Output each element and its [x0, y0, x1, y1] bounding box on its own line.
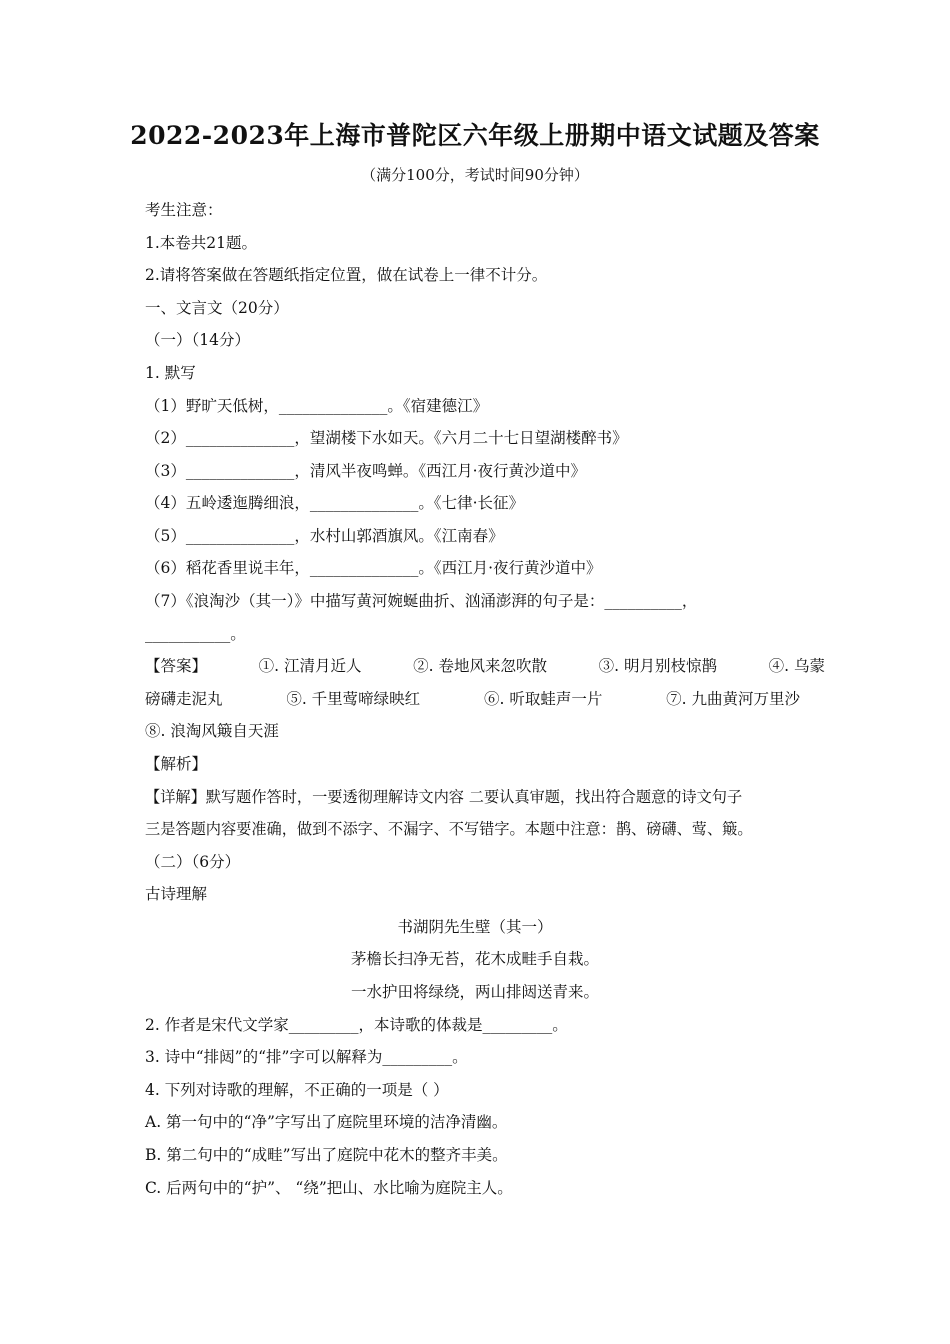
notice-item-1: 1.本卷共21题。 — [145, 234, 258, 252]
notice-heading: 考生注意： — [145, 201, 223, 219]
answer-label: 【答案】 — [145, 657, 208, 675]
analysis-label: 【解析】 — [145, 755, 208, 773]
answer-item: ⑦. 九曲黄河万里沙 — [666, 690, 800, 708]
option-a: A. 第一句中的“净”字写出了庭院里环境的洁净清幽。 — [145, 1113, 508, 1131]
dictation-line: （4）五岭逶迤腾细浪，______________。《七律·长征》 — [145, 494, 525, 512]
analysis-detail-2: 三是答题内容要准确，做到不添字、不漏字、不写错字。本题中注意：鹊、磅礴、莺、簸。 — [145, 820, 753, 838]
question-4: 4. 下列对诗歌的理解，不正确的一项是（ ） — [145, 1081, 449, 1099]
question-3: 3. 诗中“排闼”的“排”字可以解释为_________。 — [145, 1048, 468, 1066]
answer-item: ③. 明月别枝惊鹊 — [598, 657, 717, 675]
answer-item: ⑤. 千里莺啼绿映红 — [286, 690, 421, 708]
dictation-line: （1）野旷天低树，______________。《宿建德江》 — [145, 397, 489, 415]
poem-line-1: 茅檐长扫净无苔，花木成畦手自栽。 — [350, 950, 599, 968]
part-heading-1: （一）（14分） — [145, 331, 250, 349]
option-b: B. 第二句中的“成畦”写出了庭院中花木的整齐丰美。 — [145, 1146, 508, 1164]
answer-item: ⑥. 听取蛙声一片 — [483, 690, 603, 708]
part-heading-2: （二）（6分） — [145, 853, 241, 871]
dictation-line: ___________。 — [145, 625, 246, 643]
answer-item: 磅礴走泥丸 — [145, 690, 223, 708]
question-2: 2. 作者是宋代文学家_________，本诗歌的体裁是_________。 — [145, 1016, 568, 1034]
section-heading: 一、文言文（20分） — [145, 299, 289, 317]
dictation-line: （6）稻花香里说丰年，______________。《西江月·夜行黄沙道中》 — [145, 559, 602, 577]
notice-item-2: 2.请将答案做在答题纸指定位置，做在试卷上一律不计分。 — [145, 266, 548, 284]
question-1: 1. 默写 — [145, 364, 196, 382]
answer-row-2 — [145, 689, 800, 709]
dictation-line: （2）______________，望湖楼下水如天。《六月二十七日望湖楼醉书》 — [145, 429, 628, 447]
answer-row-1 — [145, 656, 825, 676]
poem-title: 书湖阴先生壁（其一） — [397, 918, 553, 936]
dictation-line: （5）______________，水村山郭酒旗风。《江南春》 — [145, 527, 504, 545]
analysis-detail-1: 【详解】默写题作答时，一要透彻理解诗文内容 二要认真审题，找出符合题意的诗文句子 — [145, 788, 743, 806]
exam-subtitle: （满分100分，考试时间90分钟） — [361, 166, 589, 184]
poem-line-2: 一水护田将绿绕，两山排闼送青来。 — [350, 983, 599, 1001]
dictation-line: （3）______________，清风半夜鸣蝉。《西江月·夜行黄沙道中》 — [145, 462, 587, 480]
dictation-line: （7）《浪淘沙（其一）》中描写黄河婉蜒曲折、汹涌澎湃的句子是：__________， — [145, 592, 698, 610]
answer-item: ①. 江清月近人 — [258, 657, 362, 675]
poem-section-heading: 古诗理解 — [145, 885, 208, 903]
answer-row-3: ⑧. 浪淘风簸自天涯 — [145, 722, 279, 740]
page-title: 2022-2023年上海市普陀区六年级上册期中语文试题及答案 — [130, 121, 820, 150]
answer-item: ④. 乌蒙 — [768, 657, 825, 675]
answer-item: ②. 卷地风来忽吹散 — [413, 657, 547, 675]
option-c: C. 后两句中的“护”、 “绕”把山、水比喻为庭院主人。 — [145, 1179, 513, 1197]
